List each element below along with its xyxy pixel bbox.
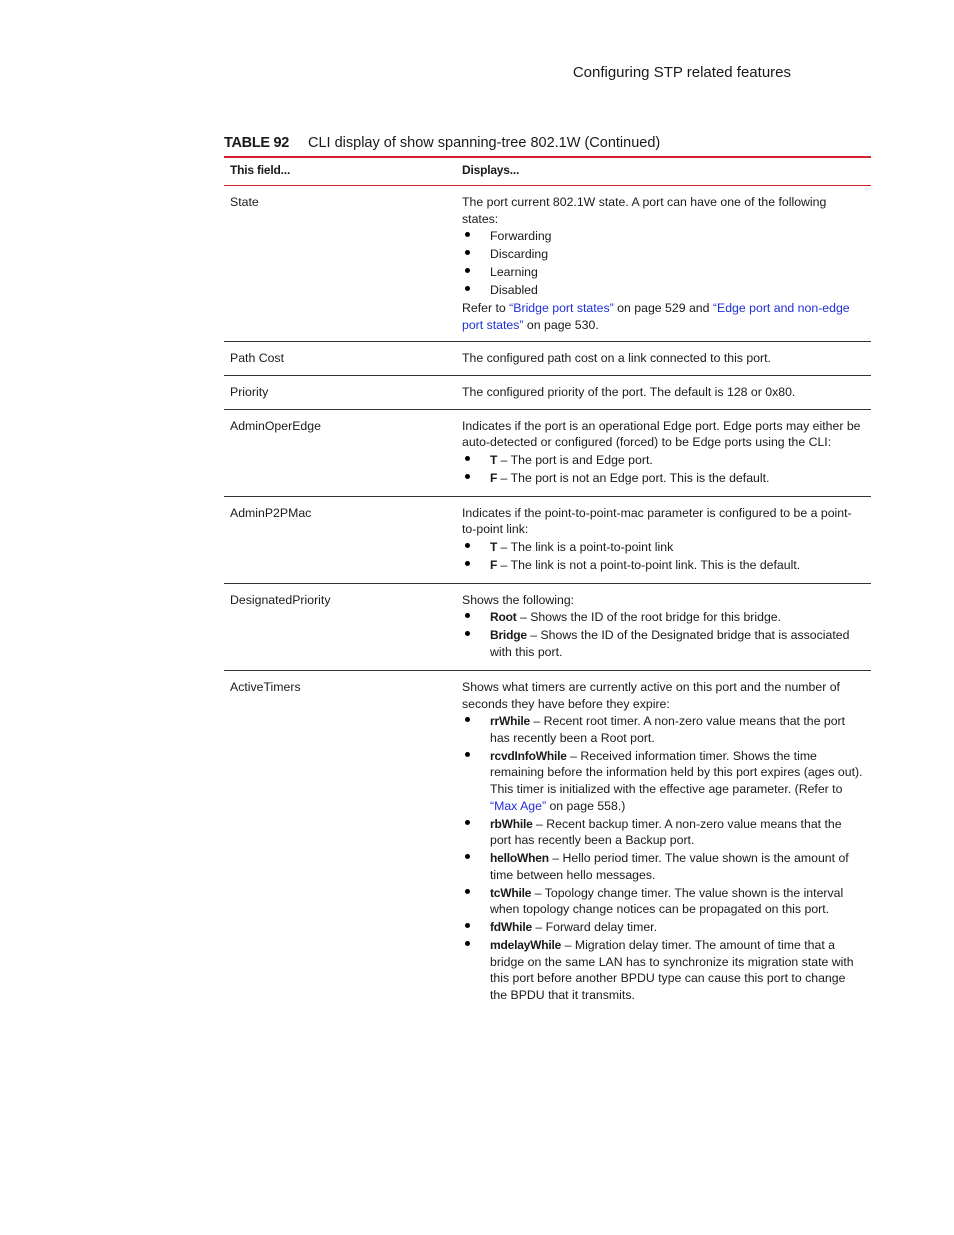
option-desc: – Shows the ID of the root bridge for this bridge. — [516, 610, 782, 625]
option-term: Bridge — [490, 628, 527, 643]
timer-term: helloWhen — [490, 851, 549, 866]
timer-list — [462, 713, 865, 1003]
list-item: Learning — [462, 264, 865, 281]
field-name: DesignatedPriority — [230, 592, 331, 607]
list-item: Forwarding — [462, 228, 865, 245]
description-intro: Indicates if the point-to-point-mac parameter is configured to be a point-to-point link: — [462, 505, 852, 537]
timer-desc: – Recent backup timer. A non-zero value means that the port has recently been a Backup port. — [490, 816, 842, 848]
option-list — [462, 609, 865, 660]
list-item — [462, 539, 865, 556]
timer-desc: – Hello period timer. The value shown is the amount of time between hello messages. — [490, 851, 849, 882]
table-title: CLI display of show spanning-tree 802.1W (Continued) — [308, 135, 661, 151]
timer-term: rrWhile — [490, 714, 530, 729]
list-item — [462, 850, 865, 883]
table-caption — [224, 135, 871, 151]
field-description — [456, 496, 871, 583]
link-bridge-port-states[interactable]: “Bridge port states” — [509, 301, 614, 316]
table-header-row — [224, 157, 871, 186]
list-item — [462, 713, 865, 746]
timer-term: mdelayWhile — [490, 938, 562, 953]
refer-suffix: on page 530. — [523, 317, 599, 332]
timer-term: fdWhile — [490, 920, 532, 935]
link-max-age[interactable]: “Max Age” — [490, 798, 547, 813]
field-name: Path Cost — [230, 351, 284, 366]
timer-desc: – Migration delay timer. The amount of time that a bridge on the same LAN has to synchronize its migration state with this port before another BPDU type can cause this port to change the BPDU that it transmits. — [490, 938, 854, 1002]
option-desc: – The port is not an Edge port. This is the default. — [497, 470, 770, 485]
list-item — [462, 816, 865, 849]
list-item — [462, 627, 865, 660]
description-intro: The port current 802.1W state. A port can have one of the following states: — [462, 195, 827, 226]
option-term: T — [490, 452, 498, 467]
timer-term: rcvdInfoWhile — [490, 748, 567, 763]
description-intro: Shows what timers are currently active on this port and the number of seconds they have before they expire: — [462, 679, 840, 711]
option-term: T — [490, 539, 498, 554]
list-item — [462, 452, 865, 469]
table-row-admin-oper-edge — [224, 409, 871, 496]
list-item — [462, 885, 865, 918]
timer-desc: – Recent root timer. A non-zero value means that the port has recently been a Root port. — [490, 714, 846, 745]
field-name: State — [230, 195, 259, 209]
column-header-field: This field... — [230, 163, 291, 177]
field-name: Priority — [230, 384, 269, 399]
running-header: Configuring STP related features — [572, 64, 791, 81]
option-desc: – The link is a point-to-point link — [497, 539, 674, 554]
field-name: ActiveTimers — [230, 679, 301, 694]
field-table — [224, 156, 871, 1013]
list-item — [462, 470, 865, 487]
field-name: AdminP2PMac — [230, 505, 312, 520]
list-item: Disabled — [462, 282, 865, 299]
field-description — [456, 409, 871, 496]
field-description — [456, 670, 871, 1013]
option-desc: – The link is not a point-to-point link. This is the default. — [497, 557, 801, 572]
refer-text — [462, 300, 865, 333]
timer-desc-suffix: on page 558.) — [546, 798, 626, 813]
field-name: AdminOperEdge — [230, 418, 321, 433]
option-term: F — [490, 470, 498, 485]
list-item: Discarding — [462, 246, 865, 263]
list-item — [462, 937, 865, 1003]
description-intro: Indicates if the port is an operational Edge port. Edge ports may either be auto-detected or configured (forced) to be Edge ports using the CLI: — [462, 418, 861, 450]
table-row-path-cost — [224, 342, 871, 376]
list-item — [462, 609, 865, 626]
field-description: The configured path cost on a link connected to this port. — [462, 351, 771, 366]
list-item — [462, 557, 865, 574]
refer-prefix: Refer to — [462, 301, 510, 316]
table-row-state — [224, 186, 871, 342]
table-row-priority — [224, 375, 871, 409]
option-desc: – Shows the ID of the Designated bridge that is associated with this port. — [490, 628, 850, 659]
timer-desc: – Received information timer. Shows the time remaining before the information held by this port expires (ages out). This timer is initialized with the effective age parameter. (Refer to — [490, 748, 863, 796]
refer-middle: on page 529 and — [613, 301, 713, 316]
field-description — [456, 583, 871, 670]
timer-desc: – Topology change timer. The value shown is the interval when topology change notices can be propagated on this port. — [490, 885, 844, 917]
option-term: F — [490, 557, 498, 572]
field-description: The configured priority of the port. The default is 128 or 0x80. — [462, 384, 796, 399]
option-list — [462, 452, 865, 487]
table-row-admin-p2p-mac — [224, 496, 871, 583]
link-edge-port-states[interactable]: “Edge port and non-edge port states” — [462, 301, 850, 332]
table-number: TABLE 92 — [224, 135, 290, 151]
state-list — [462, 228, 865, 299]
timer-desc: – Forward delay timer. — [531, 920, 658, 935]
spanning-tree-table — [224, 156, 871, 1013]
list-item — [462, 919, 865, 936]
option-desc: – The port is and Edge port. — [497, 452, 653, 467]
field-description — [456, 186, 871, 342]
timer-term: tcWhile — [490, 885, 532, 900]
list-item — [462, 748, 865, 814]
table-row-active-timers — [224, 670, 871, 1013]
timer-term: rbWhile — [490, 816, 533, 831]
table-row-designated-priority — [224, 583, 871, 670]
option-term: Root — [490, 610, 517, 625]
option-list — [462, 539, 865, 574]
column-header-displays: Displays... — [462, 163, 520, 177]
description-intro: Shows the following: — [462, 592, 575, 607]
